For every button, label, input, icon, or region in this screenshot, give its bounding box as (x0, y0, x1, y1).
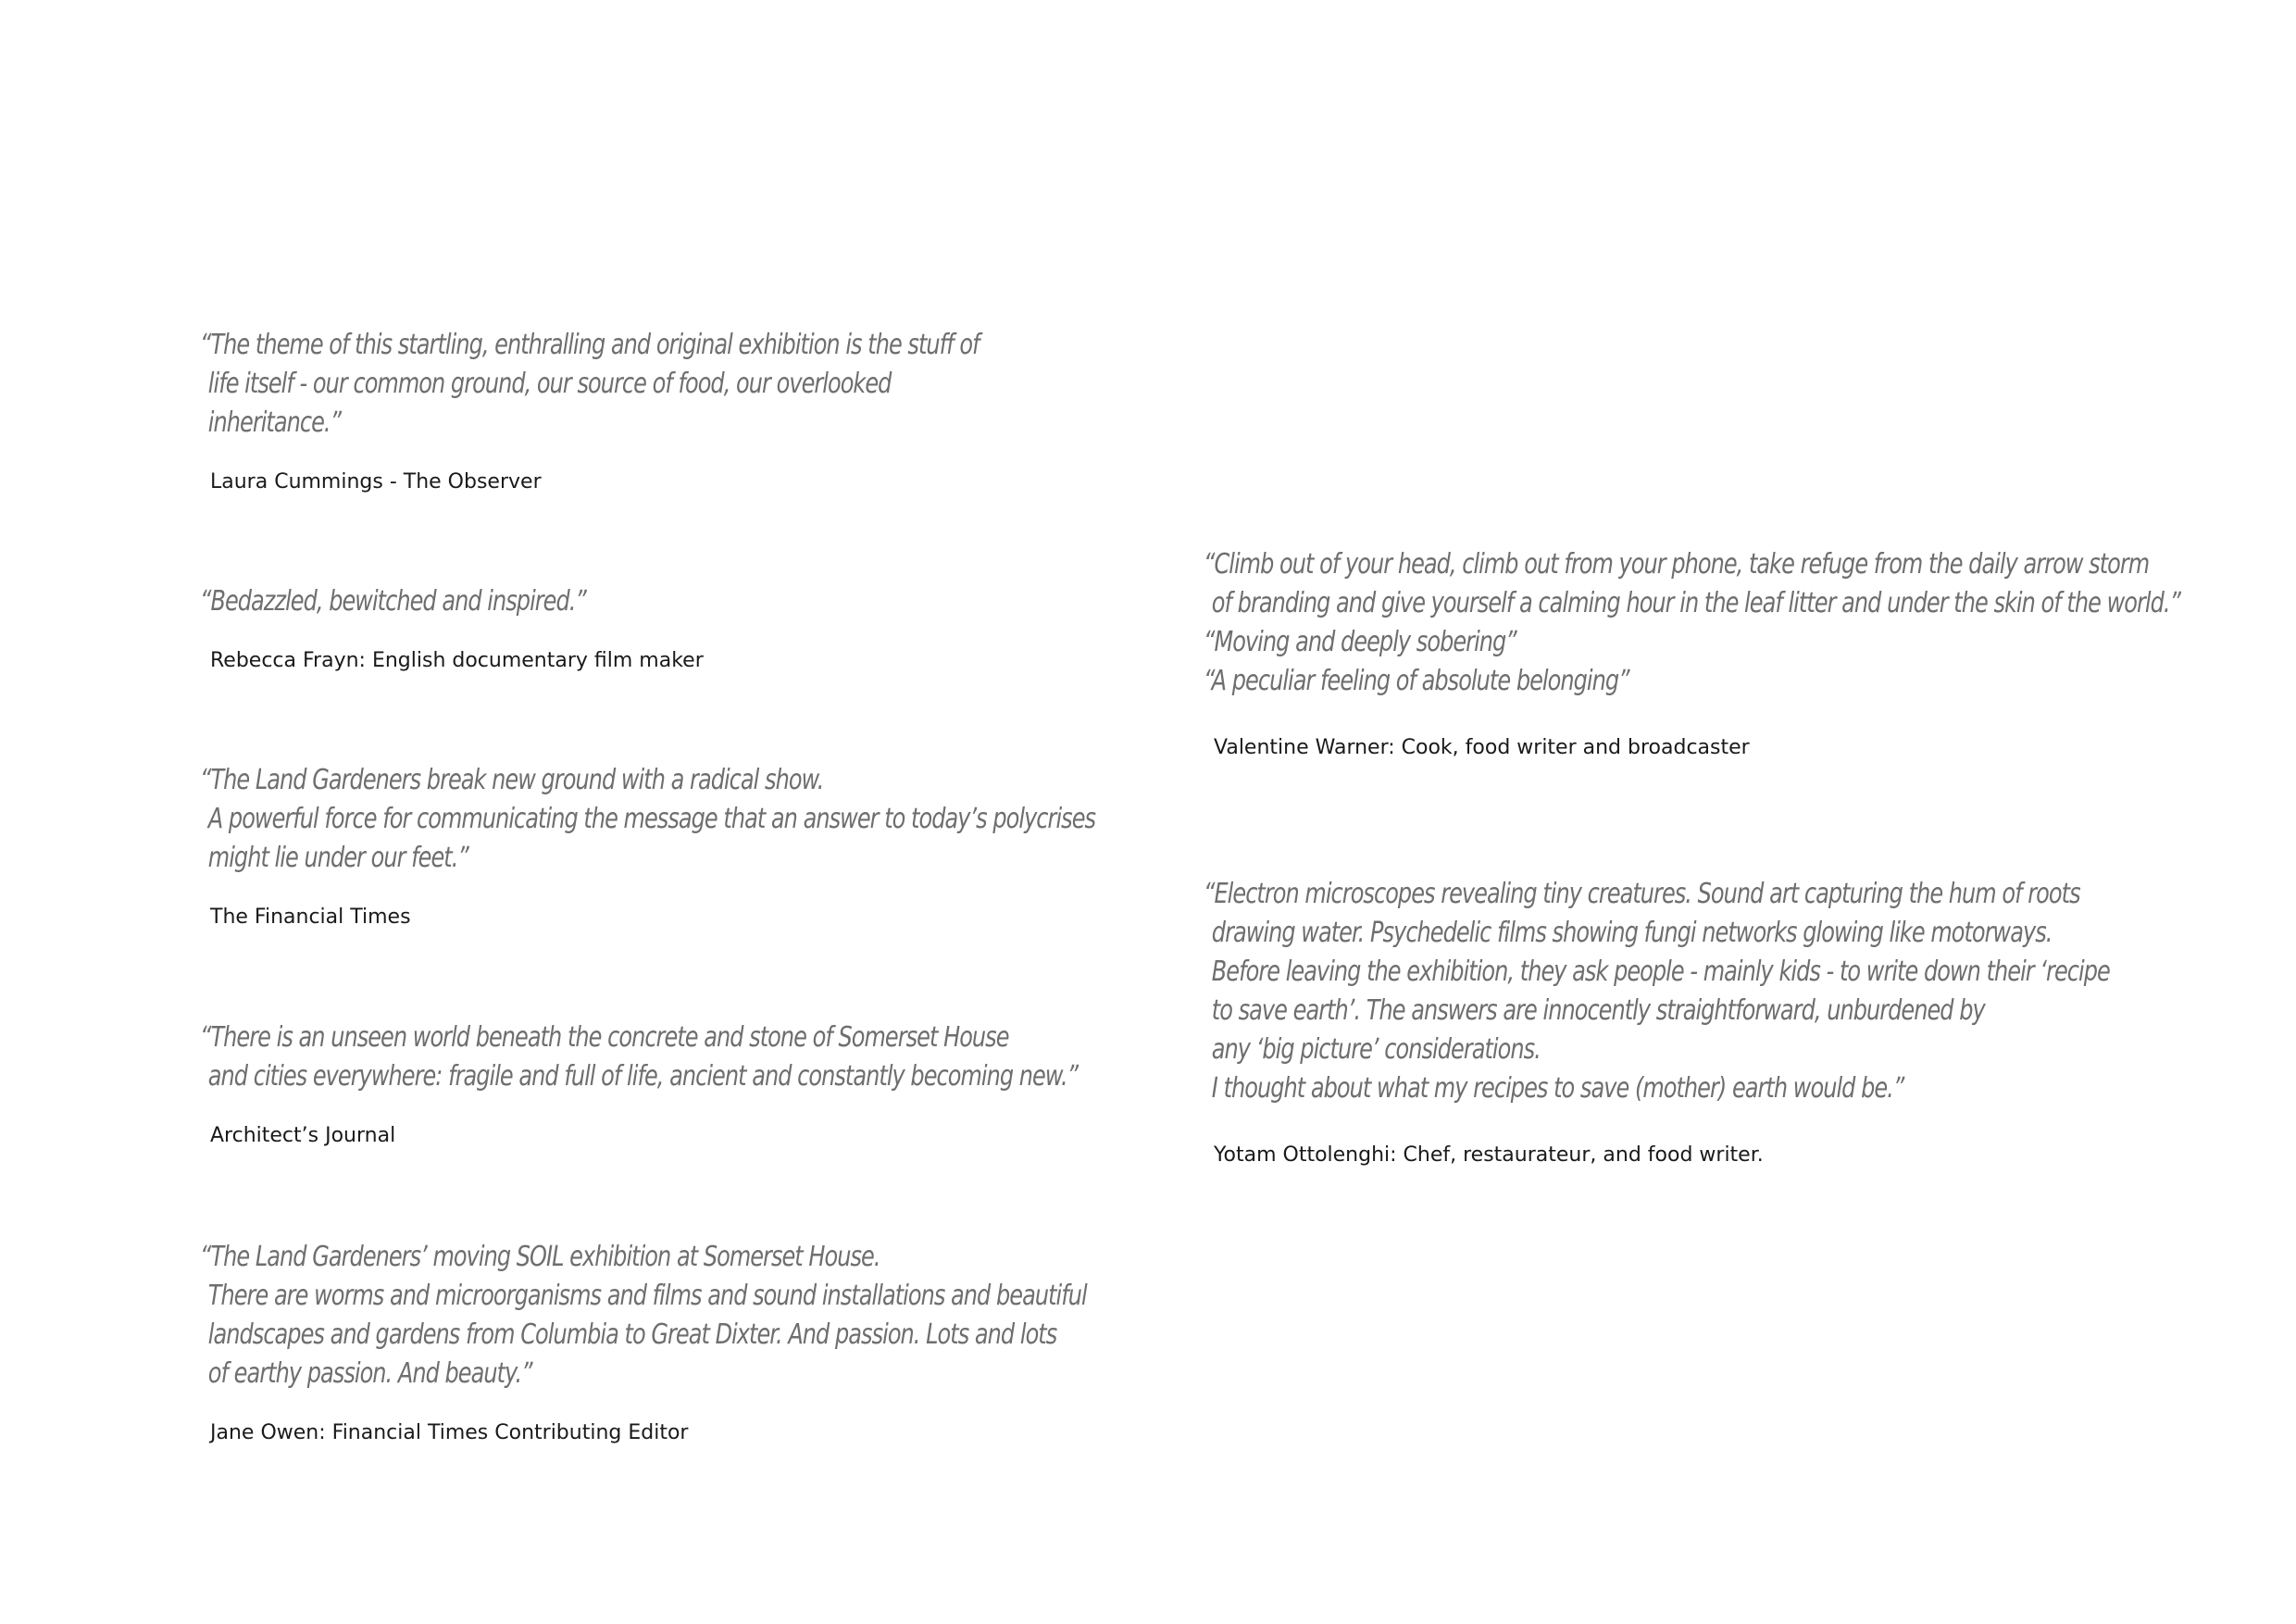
quote-line: of branding and give yourself a calming hour in the leaf litter and under the skin of the world.” (1211, 587, 2181, 619)
quote-line: “Electron microscopes revealing tiny creatures. Sound art capturing the hum of roots (1204, 878, 2080, 910)
quote-line: life itself - our common ground, our source of food, our overlooked (207, 368, 892, 400)
quote-jane-owen (200, 1238, 1308, 1444)
quote-line: “The Land Gardeners break new ground with a radical show. (200, 764, 824, 796)
quote-line: to save earth’. The answers are innocently straightforward, unburdened by (1211, 994, 1985, 1027)
quote-attribution: Valentine Warner: Cook, food writer and broadcaster (1214, 736, 1750, 759)
quote-valentine-warner (1204, 545, 2296, 759)
quote-line: A powerful force for communicating the message that an answer to today’s polycrises (207, 803, 1096, 835)
quote-line: Before leaving the exhibition, they ask people - mainly kids - to write down their ‘recipe (1211, 956, 2110, 988)
quote-attribution: Laura Cummings - The Observer (210, 470, 542, 493)
quote-line: any ‘big picture’ considerations. (1211, 1033, 1541, 1066)
quote-line: and cities everywhere: fragile and full of life, ancient and constantly becoming new.” (207, 1060, 1079, 1093)
quote-architects-journal (200, 1018, 1297, 1147)
quote-line: “Bedazzled, bewitched and inspired.” (200, 585, 586, 618)
quote-attribution: Jane Owen: Financial Times Contributing Editor (210, 1421, 689, 1444)
quote-line: “Moving and deeply sobering” (1204, 626, 1516, 658)
quote-attribution: The Financial Times (210, 906, 411, 929)
quote-line: inheritance.” (207, 406, 342, 439)
quote-line: of earthy passion. And beauty.” (207, 1357, 532, 1390)
quote-line: drawing water. Psychedelic films showing fungi networks glowing like motorways. (1211, 917, 2053, 949)
quote-laura-cummings (200, 326, 1174, 493)
quote-line: “The Land Gardeners’ moving SOIL exhibition at Somerset House. (200, 1241, 880, 1273)
quote-line: landscapes and gardens from Columbia to Great Dixter. And passion. Lots and lots (207, 1318, 1057, 1351)
quote-line: There are worms and microorganisms and films and sound installations and beautiful (207, 1280, 1087, 1312)
quote-line: “A peculiar feeling of absolute belonging” (1204, 665, 1629, 697)
quote-line: I thought about what my recipes to save (mother) earth would be.” (1211, 1072, 1904, 1105)
quote-line: might lie under our feet.” (207, 842, 468, 874)
quote-line: “There is an unseen world beneath the concrete and stone of Somerset House (200, 1021, 1009, 1054)
quote-financial-times (200, 761, 1319, 929)
quote-line: “Climb out of your head, climb out from your phone, take refuge from the daily arrow storm (1204, 548, 2150, 581)
quote-yotam-ottolenghi (1204, 875, 2296, 1167)
quote-line: “The theme of this startling, enthralling and original exhibition is the stuff of (200, 329, 980, 361)
quote-attribution: Architect’s Journal (210, 1124, 396, 1147)
quote-rebecca-frayn (200, 582, 704, 672)
quote-attribution: Rebecca Frayn: English documentary film maker (210, 649, 704, 672)
quote-attribution: Yotam Ottolenghi: Chef, restaurateur, and food writer. (1214, 1143, 1764, 1167)
